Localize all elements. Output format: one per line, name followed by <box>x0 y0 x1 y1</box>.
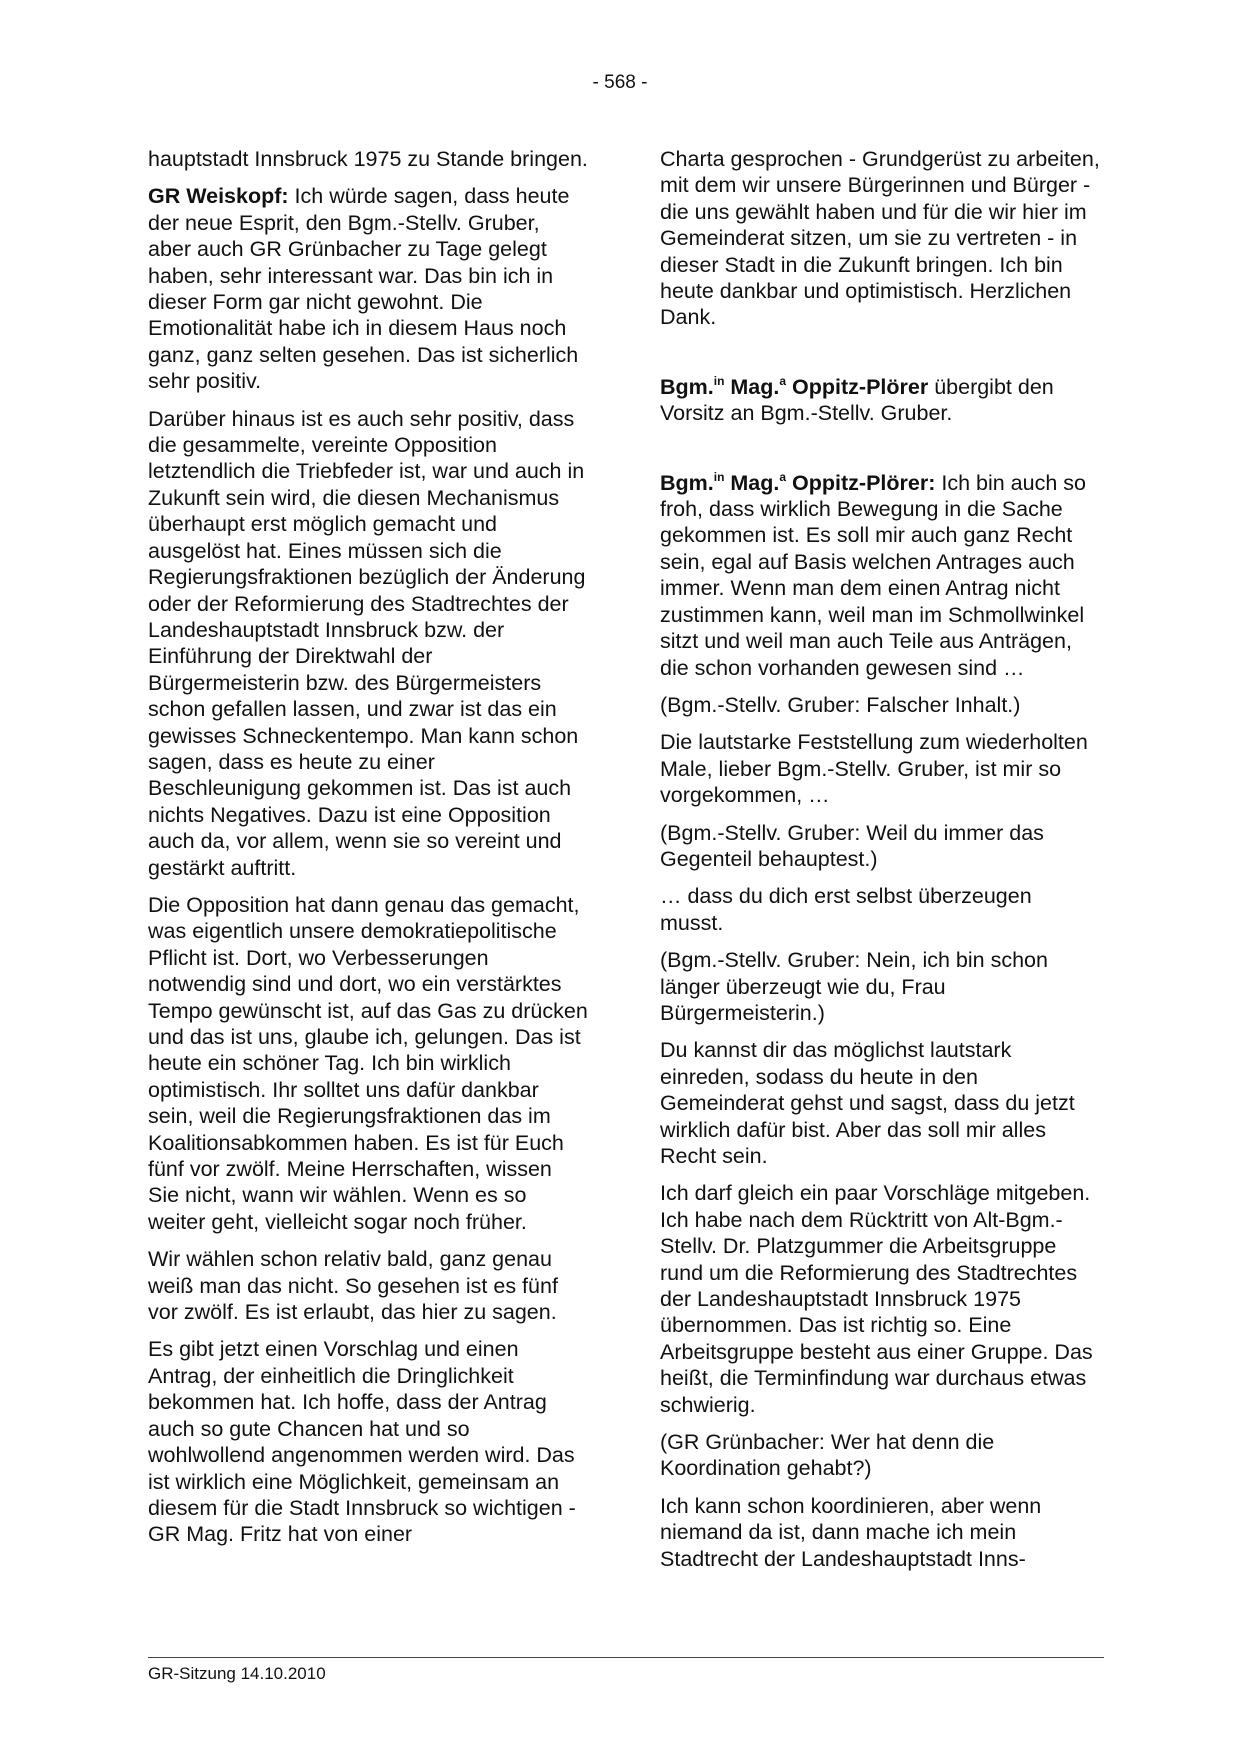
footer: GR-Sitzung 14.10.2010 <box>148 1664 326 1683</box>
interjection: (Bgm.-Stellv. Gruber: Falscher Inhalt.) <box>660 692 1021 717</box>
paragraph <box>660 374 1100 427</box>
interjection: (Bgm.-Stellv. Gruber: Nein, ich bin schon länger überzeugt wie du, Frau Bürgermeisterin.) <box>660 948 1048 1025</box>
paragraph: Die Opposition hat dann genau das gemacht, was eigentlich unsere demokratiepolitische Pflicht ist. Dort, wo Verbesserungen notwendig sind und dort, wo ein verstärktes Tempo gewünscht ist, auf das Gas zu drücken und das ist uns, glaube ich, gelungen. Das ist heute ein schöner Tag. Ich bin wirklich optimistisch. Ihr solltet uns dafür dankbar sein, weil die Regierungsfraktionen das im Koalitionsabkommen haben. Es ist für Euch fünf vor zwölf. Meine Herrschaften, wissen Sie nicht, wann wir wählen. Wenn es so weiter geht, vielleicht sogar noch früher. <box>148 892 588 1234</box>
paragraph: Es gibt jetzt einen Vorschlag und einen Antrag, der einheitlich die Dringlichkeit bekommen hat. Ich hoffe, dass der Antrag auch so gute Chancen hat und so wohlwollend angenommen werden wird. Das ist wirklich eine Möglichkeit, gemeinsam an diesem für die Stadt Innsbruck so wichtigen - GR Mag. Fritz hat von einer <box>148 1337 576 1547</box>
paragraph <box>148 183 588 394</box>
page-number: - 568 - <box>592 72 648 93</box>
footer-divider <box>148 1657 1104 1658</box>
interjection: (Bgm.-Stellv. Gruber: Weil du immer das Gegenteil behauptest.) <box>660 820 1044 871</box>
paragraph: Die lautstarke Feststellung zum wiederholten Male, lieber Bgm.-Stellv. Gruber, ist mir so vorgekommen, … <box>660 730 1088 808</box>
paragraph: Du kannst dir das möglichst lautstark einreden, sodass du heute in den Gemeinderat gehst und sagst, dass du jetzt wirklich dafür bist. Aber das soll mir alles Recht sein. <box>660 1038 1075 1168</box>
speaker-name: Bgm.$^{in}$ Mag.$^a$ Oppitz-Plörer: <box>660 469 936 495</box>
paragraph-text: Ich bin auch so froh, dass wirklich Bewegung in die Sache gekommen ist. Es soll mir auch ganz Recht sein, egal auf Basis welchen Antrages auch immer. Wenn man dem einen Antrag nicht zustimmen kann, weil man im Schmollwinkel sitzt und weil man auch Teile aus Anträgen, die schon vorhanden gewesen sind … <box>660 470 1086 680</box>
paragraph: Wir wählen schon relativ bald, ganz genau weiß man das nicht. So gesehen ist es fünf vor zwölf. Es ist erlaubt, das hier zu sagen. <box>148 1247 558 1325</box>
paragraph: Charta gesprochen - Grundgerüst zu arbeiten, mit dem wir unsere Bürgerinnen und Bürger - die uns gewählt haben und für die wir hier im Gemeinderat sitzen, um sie zu vertreten - in dieser Stadt in die Zukunft bringen. Ich bin heute dankbar und optimistisch. Herzlichen Dank. <box>660 147 1100 330</box>
paragraph-text: übergibt den Vorsitz an Bgm.-Stellv. Gruber. <box>660 374 1054 426</box>
paragraph-text: Ich würde sagen, dass heute der neue Esprit, den Bgm.-Stellv. Gruber, aber auch GR Grünbacher zu Tage gelegt haben, sehr interessant war. Das bin ich in dieser Form gar nicht gewohnt. Die Emotionalität habe ich in diesem Haus noch ganz, ganz selten gesehen. Das ist sicherlich sehr positiv. <box>148 184 579 394</box>
paragraph: … dass du dich erst selbst überzeugen musst. <box>660 884 1032 935</box>
speaker-name: Bgm.$^{in}$ Mag.$^a$ Oppitz-Plörer <box>660 373 929 399</box>
paragraph <box>660 470 1100 681</box>
paragraph: Ich darf gleich ein paar Vorschläge mitgeben. Ich habe nach dem Rücktritt von Alt-Bgm.-Stellv. Dr. Platzgummer die Arbeitsgruppe rund um die Reformierung des Stadtrechtes der Landeshauptstadt Innsbruck 1975 übernommen. Das ist richtig so. Eine Arbeitsgruppe besteht aus einer Gruppe. Das heißt, die Terminfindung war durchaus etwas schwierig. <box>660 1181 1093 1417</box>
right-column <box>660 146 1100 1583</box>
paragraph: Darüber hinaus ist es auch sehr positiv, dass die gesammelte, vereinte Opposition letztendlich die Triebfeder ist, war und auch in Zukunft sein wird, die diesen Mechanismus überhaupt erst möglich gemacht und ausgelöst hat. Eines müssen sich die Regierungsfraktionen bezüglich der Änderung oder der Reformierung des Stadtrechtes der Landeshauptstadt Innsbruck bzw. der Einführung der Direktwahl der Bürgermeisterin bzw. des Bürgermeisters schon gefallen lassen, und zwar ist das ein gewisses Schneckentempo. Man kann schon sagen, dass es heute zu einer Beschleunigung gekommen ist. Das ist auch nichts Negatives. Dazu ist eine Opposition auch da, vor allem, wenn sie so vereint und gestärkt auftritt. <box>148 406 586 880</box>
paragraph: Ich kann schon koordinieren, aber wenn niemand da ist, dann mache ich mein Stadtrecht der Landeshauptstadt Inns- <box>660 1493 1042 1571</box>
interjection: (GR Grünbacher: Wer hat denn die Koordination gehabt?) <box>660 1430 995 1481</box>
paragraph: hauptstadt Innsbruck 1975 zu Stande bringen. <box>148 147 588 171</box>
left-column <box>148 146 588 1559</box>
speaker-name: GR Weiskopf: <box>148 184 289 209</box>
